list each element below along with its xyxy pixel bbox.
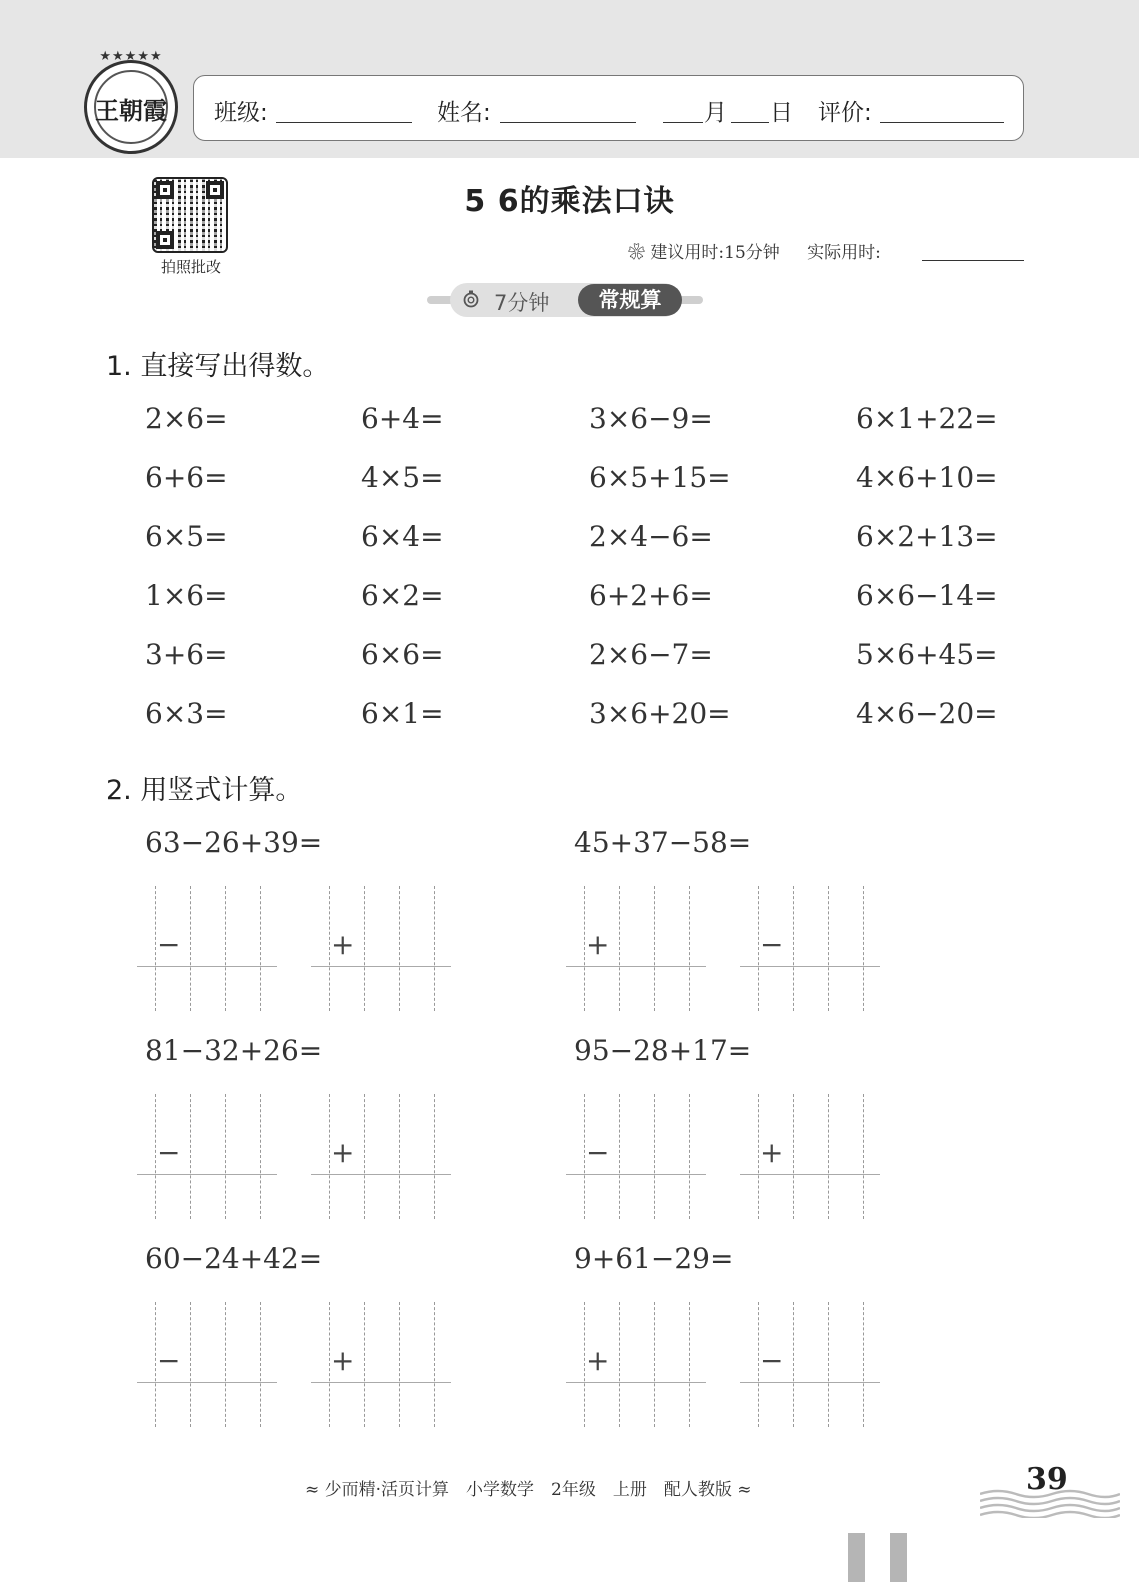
badge-minutes: 7分钟 [494,291,550,315]
grid-column-line [260,1302,261,1427]
grid-column-line [260,886,261,1011]
grid-result-line [740,966,880,967]
time-badge [450,283,680,317]
eval-label: 评价: [818,100,872,126]
oral-problem: 4×6+10= [856,461,998,494]
operator-sign: + [760,1136,784,1169]
grid-column-line [364,886,365,1011]
grid-column-line [329,1302,330,1427]
grid-column-line [793,1302,794,1427]
grid-column-line [225,1302,226,1427]
grid-result-line [311,1382,451,1383]
written-problem: 9+61−29= [574,1242,734,1275]
page-number: 39 [1026,1462,1068,1497]
grid-column-line [654,1302,655,1427]
operator-sign: + [586,1344,610,1377]
grid-column-line [828,1094,829,1219]
vertical-work-grid[interactable] [137,886,277,1011]
grid-column-line [619,1302,620,1427]
flower-icon: ❀ [628,243,645,263]
grid-result-line [566,1382,706,1383]
grid-column-line [689,1302,690,1427]
grid-column-line [758,1094,759,1219]
grid-column-line [434,886,435,1011]
vertical-work-grid[interactable] [311,1094,451,1219]
operator-sign: + [331,928,355,961]
grid-result-line [566,966,706,967]
wave-decoration-icon [980,1488,1120,1518]
oral-problem: 6×1+22= [856,402,998,435]
grid-column-line [190,1302,191,1427]
grid-column-line [225,886,226,1011]
written-problem: 45+37−58= [574,826,752,859]
grid-column-line [329,886,330,1011]
grid-column-line [758,1302,759,1427]
grid-column-line [619,886,620,1011]
vertical-work-grid[interactable] [311,886,451,1011]
qr-label: 拍照批改 [160,258,221,276]
grid-column-line [399,1094,400,1219]
vertical-work-grid[interactable] [311,1302,451,1427]
grid-column-line [793,1094,794,1219]
operator-sign: + [331,1136,355,1169]
time-info [628,238,881,263]
grid-result-line [740,1382,880,1383]
oral-problem: 6×2+13= [856,520,998,553]
oral-problem: 6×4= [361,520,444,553]
grid-column-line [190,1094,191,1219]
grid-column-line [758,886,759,1011]
oral-problem: 1×6= [145,579,228,612]
written-problem: 63−26+39= [145,826,323,859]
oral-problem: 4×5= [361,461,444,494]
vertical-work-grid[interactable] [566,1302,706,1427]
vertical-work-grid[interactable] [740,886,880,1011]
grid-column-line [654,1094,655,1219]
operator-sign: − [157,1344,181,1377]
grid-column-line [190,886,191,1011]
oral-problem: 6+4= [361,402,444,435]
footer-text: ≈ 少而精·活页计算 小学数学 2年级 上册 配人教版 ≈ [305,1480,752,1500]
actual-time-label: 实际用时: [807,243,881,263]
written-problem: 81−32+26= [145,1034,323,1067]
grid-result-line [137,1174,277,1175]
name-label: 姓名: [437,100,491,126]
operator-sign: − [760,1344,784,1377]
eval-field[interactable] [880,122,1004,123]
logo-text: 王朝霞 [95,96,167,125]
class-label: 班级: [214,100,268,126]
grid-column-line [329,1094,330,1219]
grid-column-line [155,1094,156,1219]
grid-column-line [863,886,864,1011]
oral-problem: 6+6= [145,461,228,494]
grid-result-line [311,966,451,967]
vertical-work-grid[interactable] [137,1302,277,1427]
grid-result-line [311,1174,451,1175]
page-title: 5 6的乘法口诀 [464,184,675,219]
day-label: 日 [770,100,793,126]
written-problem: 95−28+17= [574,1034,752,1067]
grid-result-line [137,1382,277,1383]
oral-problem: 3+6= [145,638,228,671]
vertical-work-grid[interactable] [566,886,706,1011]
oral-problem: 6×1= [361,697,444,730]
month-field[interactable] [663,122,703,123]
grid-result-line [566,1174,706,1175]
operator-sign: + [586,928,610,961]
grid-column-line [434,1302,435,1427]
grid-column-line [260,1094,261,1219]
class-field[interactable] [276,122,412,123]
badge-type: 常规算 [578,284,682,316]
oral-problem: 6×6−14= [856,579,998,612]
grid-column-line [654,886,655,1011]
oral-problem: 3×6−9= [589,402,713,435]
day-field[interactable] [731,122,769,123]
grid-column-line [399,886,400,1011]
grid-column-line [584,886,585,1011]
q1-heading: 1. 直接写出得数。 [106,351,330,382]
grid-column-line [584,1302,585,1427]
grid-column-line [828,886,829,1011]
oral-problem: 6+2+6= [589,579,713,612]
edge-tab [890,1533,907,1582]
grid-column-line [793,886,794,1011]
operator-sign: − [157,1136,181,1169]
oral-problem: 5×6+45= [856,638,998,671]
student-info-box [193,75,1024,141]
oral-problem: 6×6= [361,638,444,671]
actual-time-field[interactable] [922,260,1024,261]
grid-column-line [689,886,690,1011]
vertical-work-grid[interactable] [137,1094,277,1219]
month-label: 月 [704,100,727,126]
name-field[interactable] [500,122,636,123]
grid-column-line [364,1302,365,1427]
written-problem: 60−24+42= [145,1242,323,1275]
suggested-time: 建议用时:15分钟 [650,243,780,263]
oral-problem: 3×6+20= [589,697,731,730]
grid-column-line [434,1094,435,1219]
grid-column-line [584,1094,585,1219]
q2-heading: 2. 用竖式计算。 [106,775,303,806]
vertical-work-grid[interactable] [740,1302,880,1427]
vertical-work-grid[interactable] [740,1094,880,1219]
oral-problem: 2×6= [145,402,228,435]
vertical-work-grid[interactable] [566,1094,706,1219]
operator-sign: − [157,928,181,961]
operator-sign: − [760,928,784,961]
grid-column-line [863,1302,864,1427]
grid-column-line [155,886,156,1011]
grid-column-line [619,1094,620,1219]
oral-problem: 2×4−6= [589,520,713,553]
grid-column-line [399,1302,400,1427]
edge-tab [848,1533,865,1582]
grid-column-line [863,1094,864,1219]
grid-column-line [828,1302,829,1427]
grid-column-line [364,1094,365,1219]
oral-problem: 6×5= [145,520,228,553]
grid-result-line [137,966,277,967]
oral-problem: 4×6−20= [856,697,998,730]
oral-problem: 6×3= [145,697,228,730]
grid-column-line [155,1302,156,1427]
oral-problem: 6×5+15= [589,461,731,494]
operator-sign: + [331,1344,355,1377]
logo-stars-icon: ★★★★★ [99,49,163,64]
publisher-logo [84,49,178,154]
stopwatch-icon [462,290,480,308]
operator-sign: − [586,1136,610,1169]
oral-problem: 6×2= [361,579,444,612]
oral-problem: 2×6−7= [589,638,713,671]
grid-column-line [689,1094,690,1219]
grid-column-line [225,1094,226,1219]
grid-result-line [740,1174,880,1175]
